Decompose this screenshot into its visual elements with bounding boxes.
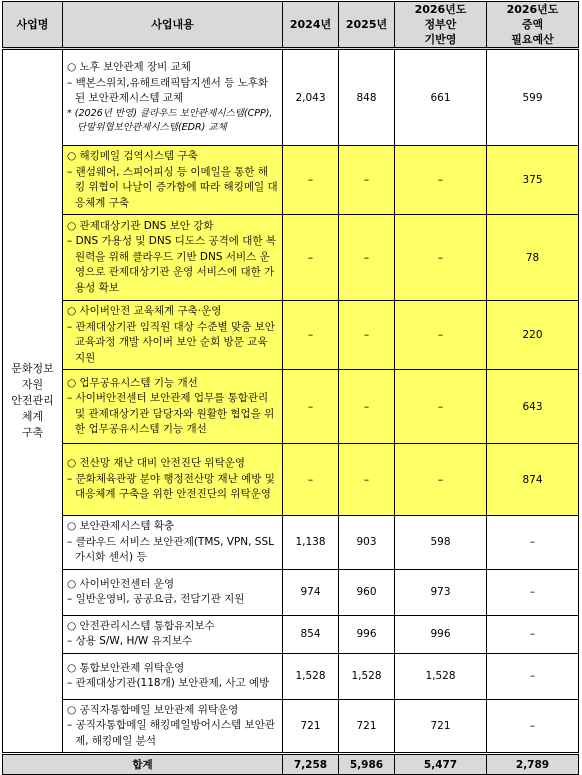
amount-2026-need: 375 bbox=[487, 146, 579, 215]
table-row bbox=[3, 569, 579, 615]
project-title: ○ 해킹메일 검역시스템 구축 bbox=[67, 150, 198, 162]
header-2026-gov: 2026년도 정부안 기반영 bbox=[395, 2, 487, 49]
project-description bbox=[63, 516, 283, 570]
project-detail: – 백본스위치,유해트래픽탐지센서 등 노후화 된 보안관제시스템 교체 bbox=[67, 76, 269, 105]
total-2024: 7,258 bbox=[283, 754, 339, 775]
header-project-content: 사업내용 bbox=[63, 2, 283, 49]
amount-2026-need: 643 bbox=[487, 370, 579, 444]
project-description bbox=[63, 301, 283, 370]
amount-2026-need: 78 bbox=[487, 215, 579, 301]
project-title: ○ 사이버안전센터 운영 bbox=[67, 577, 175, 590]
table-row bbox=[3, 146, 579, 215]
amount-2024: – bbox=[283, 301, 339, 370]
amount-2026-gov: 973 bbox=[395, 569, 487, 615]
table-row bbox=[3, 653, 579, 699]
amount-2026-gov: 661 bbox=[395, 49, 487, 146]
amount-2025: 996 bbox=[339, 615, 395, 653]
project-title: ○ 안전관리시스템 통합유지보수 bbox=[67, 619, 215, 632]
table-row bbox=[3, 49, 579, 146]
budget-table bbox=[2, 1, 579, 775]
total-2026-gov: 5,477 bbox=[395, 754, 487, 775]
amount-2024: 1,138 bbox=[283, 516, 339, 570]
project-title: ○ 통합보안관제 위탁운영 bbox=[67, 661, 185, 674]
amount-2024: – bbox=[283, 370, 339, 444]
amount-2026-need: – bbox=[487, 615, 579, 653]
project-detail: – 공직자통합메일 해킹메일방어시스템 보안관제, 해킹메일 분석 bbox=[67, 719, 275, 747]
amount-2024: 854 bbox=[283, 615, 339, 653]
amount-2025: 1,528 bbox=[339, 653, 395, 699]
project-detail: – 문화체육관광 분야 행정전산망 재난 예방 및 대응체계 구축을 위한 안전진단의 위탁운영 bbox=[67, 472, 275, 501]
amount-2025: 848 bbox=[339, 49, 395, 146]
amount-2026-need: 220 bbox=[487, 301, 579, 370]
amount-2025: – bbox=[339, 370, 395, 444]
project-description bbox=[63, 699, 283, 754]
amount-2026-need: – bbox=[487, 516, 579, 570]
project-detail: – 일반운영비, 공공요금, 전담기관 지원 bbox=[67, 593, 245, 605]
project-title: ○ 노후 보안관제 장비 교체 bbox=[67, 61, 191, 74]
project-description bbox=[63, 569, 283, 615]
project-detail: – 랜섬웨어, 스피어피싱 등 이메일을 통한 해킹 위협이 나날이 증가함에 따라 해킹메일 대응체계 구축 bbox=[67, 165, 278, 209]
amount-2024: 1,528 bbox=[283, 653, 339, 699]
project-description bbox=[63, 444, 283, 516]
project-title: ○ 보안관제시스템 확충 bbox=[67, 520, 175, 532]
project-description bbox=[63, 49, 283, 146]
table-row bbox=[3, 444, 579, 516]
amount-2026-gov: – bbox=[395, 146, 487, 215]
amount-2025: – bbox=[339, 301, 395, 370]
total-row bbox=[3, 754, 579, 775]
amount-2026-gov: 598 bbox=[395, 516, 487, 570]
project-title: ○ 업무공유시스템 기능 개선 bbox=[67, 376, 198, 389]
project-detail: – 사이버안전센터 보안관제 업무를 통합관리 및 관제대상기관 담당자와 원활한 협업을 위한 업무공유시스템 기능 개선 bbox=[67, 392, 275, 435]
table-row bbox=[3, 301, 579, 370]
project-detail: – 관제대상기관 임직원 대상 수준별 맞춤 보안교육과정 개발 사이버 보안 순회 방문 교육 지원 bbox=[67, 320, 275, 364]
amount-2026-gov: 1,528 bbox=[395, 653, 487, 699]
table-row bbox=[3, 370, 579, 444]
category-cell: 문화정보 자원 안전관리 체계 구축 bbox=[3, 49, 63, 754]
amount-2024: 974 bbox=[283, 569, 339, 615]
project-title: ○ 사이버안전 교육체계 구축·운영 bbox=[67, 305, 222, 317]
amount-2024: – bbox=[283, 215, 339, 301]
amount-2026-gov: – bbox=[395, 215, 487, 301]
project-note: * (2026년 반영) 클라우드 보안관제시스템(CPP), 단말위협보안관제시스템(EDR) 교체 bbox=[67, 107, 273, 133]
amount-2025: 960 bbox=[339, 569, 395, 615]
amount-2026-need: 599 bbox=[487, 49, 579, 146]
table-row bbox=[3, 615, 579, 653]
amount-2026-gov: – bbox=[395, 301, 487, 370]
project-description bbox=[63, 653, 283, 699]
amount-2025: 903 bbox=[339, 516, 395, 570]
project-detail: – 클라우드 서비스 보안관제(TMS, VPN, SSL 가시화 센서) 등 bbox=[67, 535, 274, 563]
amount-2026-need: – bbox=[487, 699, 579, 754]
project-title: ○ 전산망 재난 대비 안전진단 위탁운영 bbox=[67, 457, 245, 470]
amount-2026-need: – bbox=[487, 569, 579, 615]
header-2024: 2024년 bbox=[283, 2, 339, 49]
project-detail: – 상용 S/W, H/W 유지보수 bbox=[67, 635, 193, 647]
amount-2025: – bbox=[339, 146, 395, 215]
project-description bbox=[63, 215, 283, 301]
amount-2025: – bbox=[339, 215, 395, 301]
total-2026-need: 2,789 bbox=[487, 754, 579, 775]
amount-2024: 2,043 bbox=[283, 49, 339, 146]
header-2026-need: 2026년도 증액 필요예산 bbox=[487, 2, 579, 49]
project-description bbox=[63, 615, 283, 653]
table-row bbox=[3, 699, 579, 754]
total-label: 합계 bbox=[3, 754, 283, 775]
amount-2026-gov: 721 bbox=[395, 699, 487, 754]
project-title: ○ 공직자통합메일 보안관제 위탁운영 bbox=[67, 703, 239, 716]
project-detail: – DNS 가용성 및 DNS 디도스 공격에 대한 복원력을 위해 클라우드 기반 DNS 서비스 운영으로 관제대상기관 운영 서비스에 대한 가용성 확보 bbox=[67, 235, 277, 294]
amount-2025: – bbox=[339, 444, 395, 516]
amount-2024: – bbox=[283, 146, 339, 215]
table-row bbox=[3, 516, 579, 570]
project-description bbox=[63, 370, 283, 444]
amount-2024: 721 bbox=[283, 699, 339, 754]
amount-2024: – bbox=[283, 444, 339, 516]
project-detail: – 관제대상기관(118개) 보안관제, 사고 예방 bbox=[67, 677, 270, 689]
amount-2026-gov: – bbox=[395, 444, 487, 516]
amount-2026-gov: 996 bbox=[395, 615, 487, 653]
amount-2026-need: 874 bbox=[487, 444, 579, 516]
project-description bbox=[63, 146, 283, 215]
header-2025: 2025년 bbox=[339, 2, 395, 49]
table-row bbox=[3, 215, 579, 301]
amount-2025: 721 bbox=[339, 699, 395, 754]
amount-2026-gov: – bbox=[395, 370, 487, 444]
project-title: ○ 관제대상기관 DNS 보안 강화 bbox=[67, 219, 214, 232]
amount-2026-need: – bbox=[487, 653, 579, 699]
total-2025: 5,986 bbox=[339, 754, 395, 775]
header-project-name: 사업명 bbox=[3, 2, 63, 49]
